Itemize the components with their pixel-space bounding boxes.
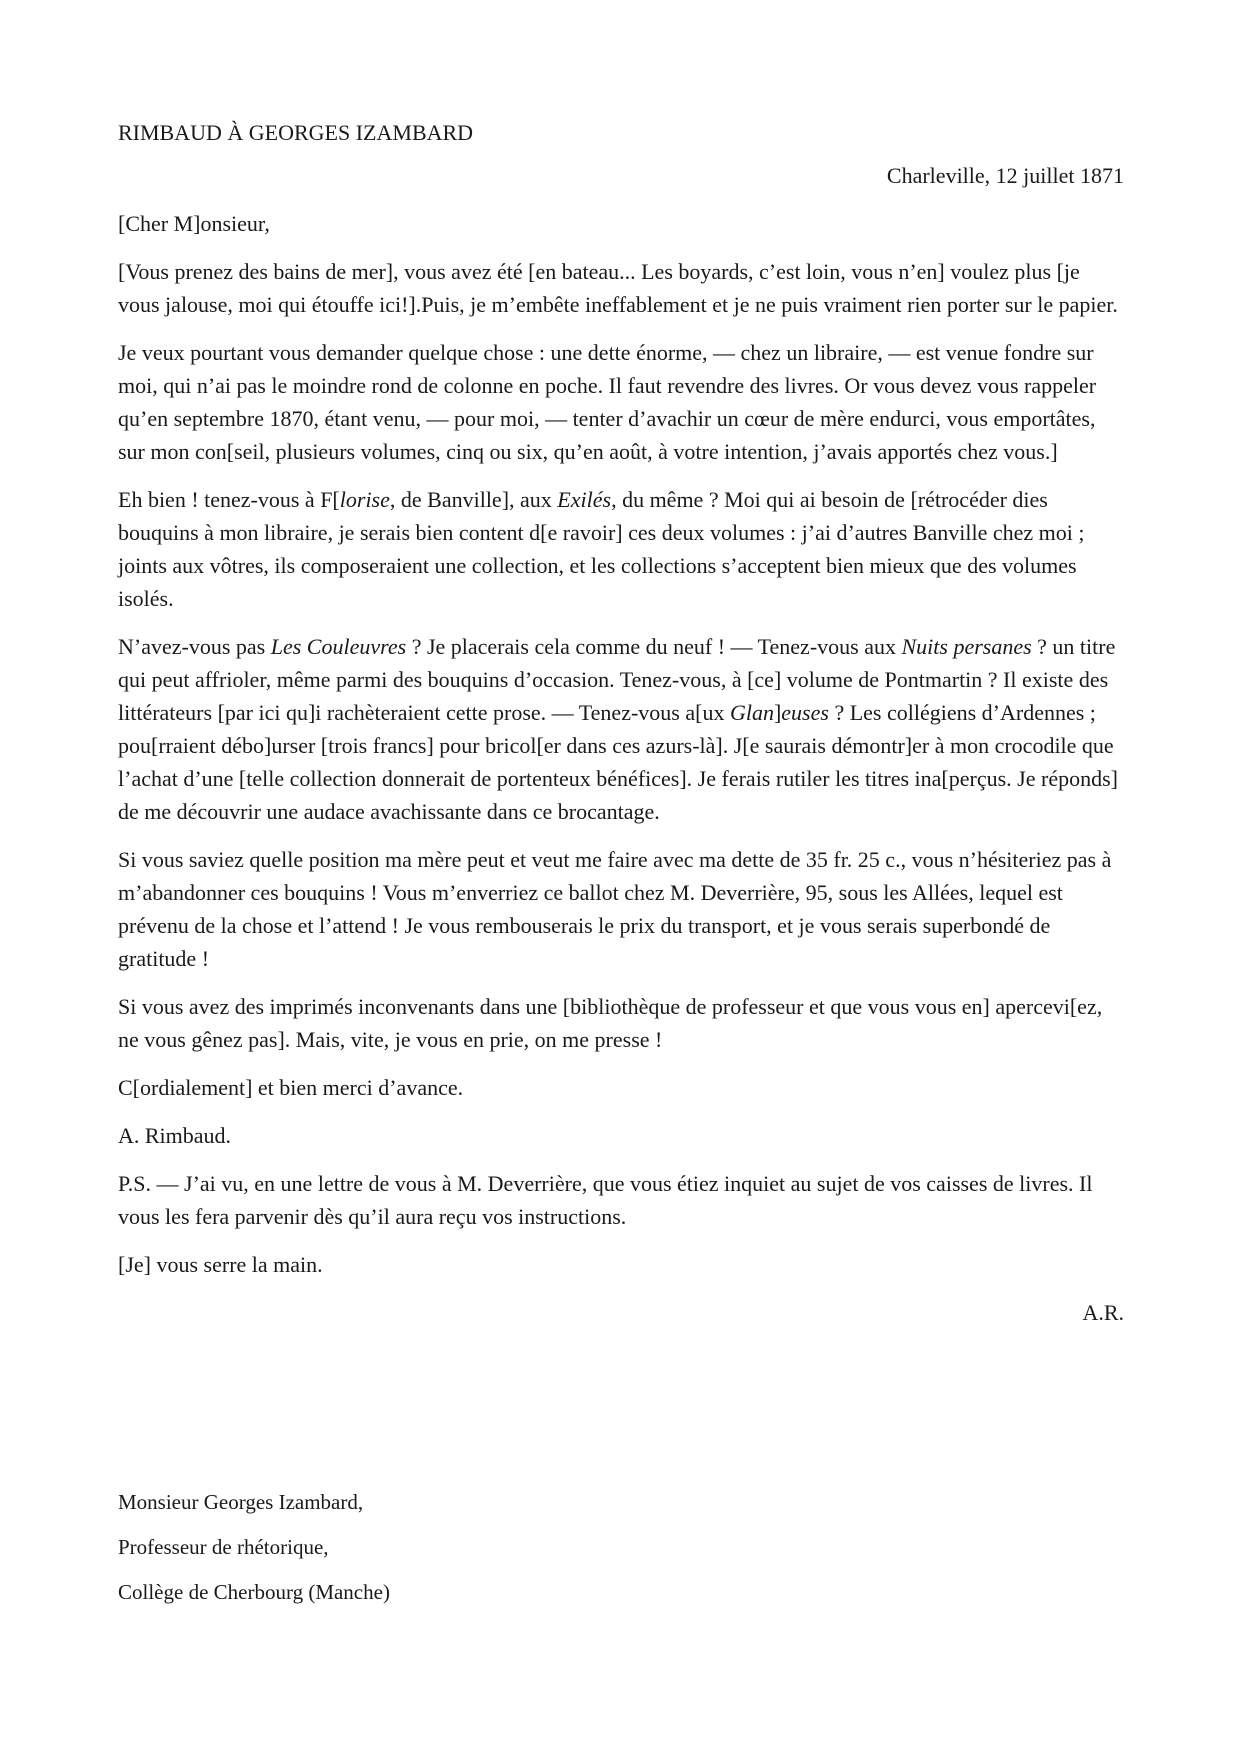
paragraph-7: C[ordialement] et bien merci d’avance.	[118, 1075, 464, 1100]
paragraph-3	[118, 483, 1124, 615]
initials: A.R.	[1082, 1300, 1124, 1325]
letter-heading: RIMBAUD À GEORGES IZAMBARD	[118, 120, 474, 145]
paragraph-3-text-a: Eh bien ! tenez-vous à F[	[118, 487, 340, 512]
address-line-1: Monsieur Georges Izambard,	[118, 1490, 364, 1514]
letter-body	[118, 116, 1124, 1329]
closing: [Je] vous serre la main.	[118, 1252, 323, 1277]
title-les-couleuvres: Les Couleuvres	[270, 634, 407, 659]
title-florise: lorise	[339, 487, 390, 512]
paragraph-3-text-e: , du même ? Moi qui ai besoin de [rétrocéder dies bouquins à mon libraire, je serais bien content d[e ravoir] ces deux volumes : j’ai d’autres Banville chez moi ; joints aux vôtres, ils composeraient une collection, et les collections s’acceptent bien mieux que des volumes isolés.	[118, 487, 1085, 611]
paragraph-1: [Vous prenez des bains de mer], vous avez été [en bateau... Les boyards, c’est loin, vous n’en] voulez plus [je vous jalouse, moi qui étouffe ici!].Puis, je m’embête ineffablement et je ne puis vraiment rien porter sur le papier.	[118, 259, 1118, 317]
title-exiles: Exilés	[557, 487, 612, 512]
dateline: Charleville, 12 juillet 1871	[886, 163, 1124, 188]
paragraph-4-text-c: ? Je placerais cela comme du neuf ! — Tenez-vous aux	[406, 634, 902, 659]
paragraph-4-text-a: N’avez-vous pas	[118, 634, 271, 659]
title-glaneuses-part-2: euses	[781, 700, 829, 725]
title-glaneuses-part-1: Glan	[729, 700, 774, 725]
paragraph-6: Si vous avez des imprimés inconvenants dans une [bibliothèque de professeur et que vous vous en] apercevi[ez, ne vous gênez pas]. Mais, vite, je vous en prie, on me presse !	[118, 994, 1103, 1052]
paragraph-4-text-e: ? un titre qui peut affrioler, même parmi des bouquins d’occasion. Tenez-vous, à [ce] volume de Pontmartin ? Il existe des littérateurs [par ici qu]i rachèteraient cette prose. — Tenez-vous a[ux	[118, 634, 1116, 725]
signature: A. Rimbaud.	[118, 1123, 232, 1148]
paragraph-4	[118, 630, 1124, 828]
postscript: P.S. — J’ai vu, en une lettre de vous à M. Deverrière, que vous étiez inquiet au sujet de vos caisses de livres. Il vous les fera parvenir dès qu’il aura reçu vos instructions.	[118, 1171, 1093, 1229]
address-block	[118, 1487, 818, 1622]
paragraph-4-text-i: ? Les collégiens d’Ardennes ; pou[rraient débo]urser [trois francs] pour bricol[er dans ces azurs-là]. J[e saurais démontr]er à mon crocodile que l’achat d’une [telle collection donnerait de portenteux bénéfices]. Je ferais rutiler les titres ina[perçus. Je réponds] de me découvrir une audace avachissante dans ce brocantage.	[118, 700, 1118, 824]
paragraph-2: Je veux pourtant vous demander quelque chose : une dette énorme, — chez un libraire, — est venue fondre sur moi, qui n’ai pas le moindre rond de colonne en poche. Il faut revendre des livres. Or vous devez vous rappeler qu’en septembre 1870, étant venu, — pour moi, — tenter d’avachir un cœur de mère endurci, vous emportâtes, sur mon con[seil, plusieurs volumes, cinq ou six, qu’en août, à votre intention, j’avais apportés chez vous.]	[118, 340, 1097, 464]
address-line-2: Professeur de rhétorique,	[118, 1535, 329, 1559]
title-nuits-persanes: Nuits persanes	[901, 634, 1032, 659]
salutation: [Cher M]onsieur,	[118, 211, 270, 236]
address-line-3: Collège de Cherbourg (Manche)	[118, 1580, 390, 1604]
paragraph-3-text-c: , de Banville], aux	[389, 487, 558, 512]
paragraph-5: Si vous saviez quelle position ma mère peut et veut me faire avec ma dette de 35 fr. 25 c., vous n’hésiteriez pas à m’abandonner ces bouquins ! Vous m’enverriez ce ballot chez M. Deverrière, 95, sous les Allées, lequel est prévenu de la chose et l’attend ! Je vous rembouserais le prix du transport, et je vous serais superbondé de gratitude !	[118, 847, 1112, 971]
paragraph-4-text-g: ]	[773, 700, 782, 725]
